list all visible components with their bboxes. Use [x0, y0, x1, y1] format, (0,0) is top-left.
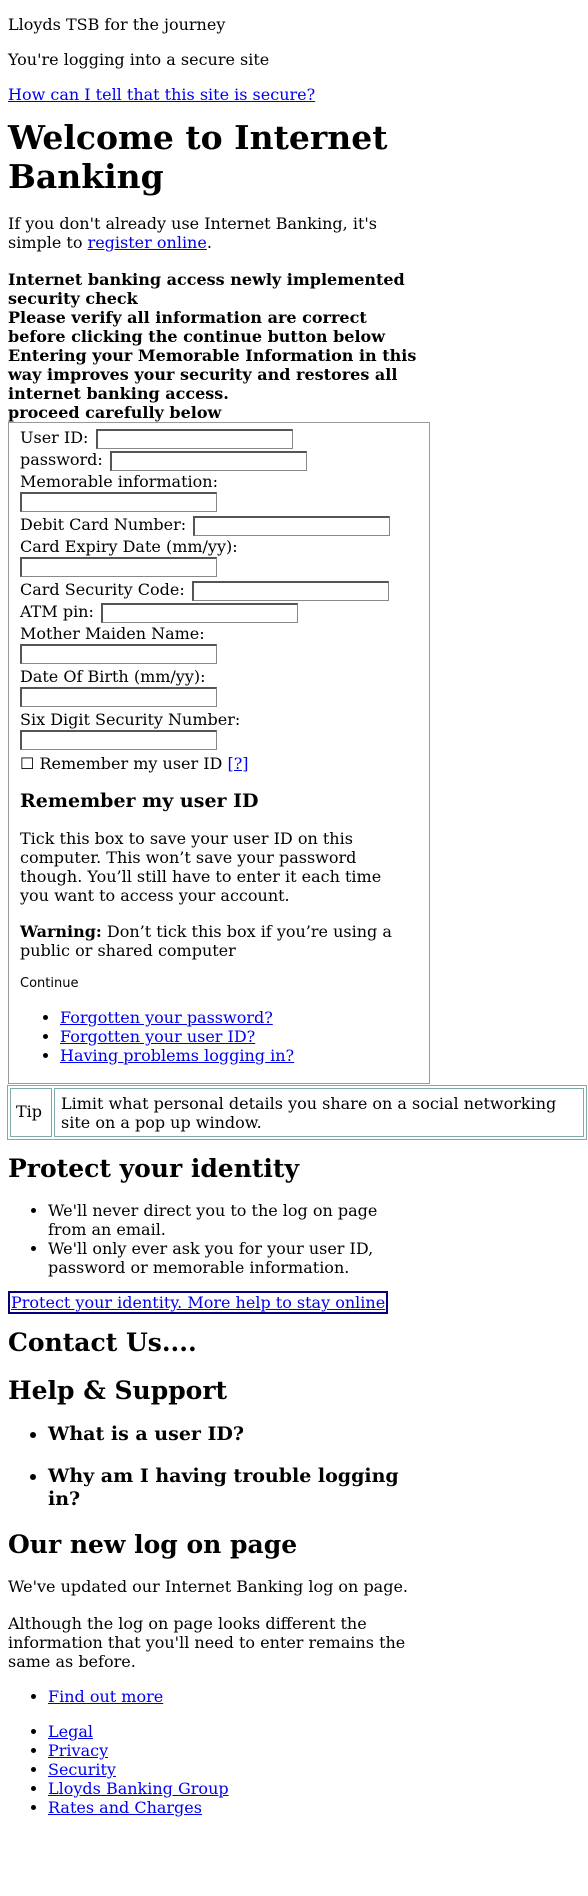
- list-item: [48, 1741, 580, 1760]
- warning-body: Don’t tick this box if you’re using a public or shared computer: [20, 922, 392, 960]
- login-help-links: [20, 1008, 418, 1065]
- tip-label: Tip: [10, 1088, 52, 1137]
- new-log-on-heading: Our new log on page: [8, 1530, 298, 1559]
- find-more-list: [8, 1687, 580, 1706]
- atm-pin-row: [20, 602, 418, 624]
- forgot-user-id-link[interactable]: Forgotten your user ID?: [60, 1027, 256, 1046]
- footer-link-rates-and-charges[interactable]: Rates and Charges: [48, 1798, 202, 1817]
- maiden-name-label: Mother Maiden Name:: [20, 624, 205, 643]
- list-item: [48, 1687, 580, 1706]
- notice-line: Internet banking access newly implemented security check: [8, 270, 405, 308]
- dob-row: [20, 667, 418, 707]
- remember-help-link[interactable]: [?]: [227, 754, 249, 773]
- find-out-more-link[interactable]: Find out more: [48, 1687, 164, 1706]
- protect-heading: Protect your identity: [8, 1154, 300, 1183]
- secure-site-link[interactable]: How can I tell that this site is secure?: [8, 85, 316, 104]
- contact-heading: Contact Us....: [8, 1328, 197, 1357]
- tip-text: Limit what personal details you share on a social networking site on a pop up window.: [54, 1088, 584, 1137]
- memorable-row: [20, 472, 418, 512]
- new-log-on-text: We've updated our Internet Banking log on page.: [8, 1577, 409, 1596]
- page: [0, 15, 588, 1817]
- register-online-link[interactable]: register online: [87, 233, 207, 252]
- continue-button[interactable]: Continue: [20, 976, 79, 991]
- intro-text: [8, 214, 418, 252]
- warning-text: [20, 922, 400, 960]
- help-list: [8, 1423, 580, 1511]
- user-id-label: User ID:: [20, 428, 89, 447]
- six-digit-input[interactable]: [20, 730, 217, 750]
- dob-input[interactable]: [20, 687, 217, 707]
- expiry-input[interactable]: [20, 557, 217, 577]
- security-notice: [8, 270, 428, 422]
- list-item: [60, 1046, 418, 1065]
- list-item: [48, 1760, 580, 1779]
- list-item: [60, 1008, 418, 1027]
- list-item: [48, 1779, 580, 1798]
- help-item-user-id[interactable]: • What is a user ID?: [48, 1423, 408, 1446]
- footer-link-security[interactable]: Security: [48, 1760, 116, 1779]
- problems-logging-in-link[interactable]: Having problems logging in?: [60, 1046, 295, 1065]
- six-digit-row: [20, 710, 418, 750]
- notice-line: proceed carefully below: [8, 403, 222, 422]
- remember-row: [20, 754, 418, 773]
- remember-help-text: Tick this box to save your user ID on this computer. This won’t save your password though. You’ll still have to enter it each time you want to access your account.: [20, 829, 382, 905]
- secure-notice: You're logging into a secure site: [8, 50, 270, 69]
- intro-prefix: If you don't already use Internet Banking, it's simple to: [8, 214, 377, 252]
- tagline: Lloyds TSB for the journey: [8, 15, 226, 34]
- maiden-name-row: [20, 624, 418, 664]
- password-input[interactable]: [110, 451, 307, 471]
- atm-pin-label: ATM pin:: [20, 602, 94, 621]
- notice-line: Entering your Memorable Information in this way improves your security and restores all internet banking access.: [8, 346, 417, 403]
- password-label: password:: [20, 450, 103, 469]
- footer-links: [8, 1722, 580, 1817]
- user-id-row: [20, 428, 418, 450]
- list-item: [60, 1027, 418, 1046]
- login-form: [8, 422, 430, 1084]
- remember-label: Remember my user ID: [39, 754, 223, 773]
- list-item: • We'll only ever ask you for your user ID, password or memorable information.: [48, 1239, 398, 1277]
- atm-pin-input[interactable]: [101, 603, 298, 623]
- footer-link-privacy[interactable]: Privacy: [48, 1741, 109, 1760]
- debit-card-input[interactable]: [193, 516, 390, 536]
- expiry-label: Card Expiry Date (mm/yy):: [20, 537, 238, 556]
- six-digit-label: Six Digit Security Number:: [20, 710, 241, 729]
- list-item: [48, 1798, 580, 1817]
- footer-link-legal[interactable]: Legal: [48, 1722, 93, 1741]
- protect-list: [8, 1201, 398, 1277]
- page-title: Welcome to Internet Banking: [8, 118, 388, 196]
- warning-label: Warning:: [20, 922, 102, 941]
- help-heading: Help & Support: [8, 1376, 228, 1405]
- protect-identity-link[interactable]: Protect your identity. More help to stay online: [8, 1291, 388, 1314]
- user-id-input[interactable]: [96, 429, 293, 449]
- intro-suffix: .: [206, 233, 212, 252]
- help-item-trouble-logging[interactable]: • Why am I having trouble logging in?: [48, 1465, 408, 1511]
- maiden-name-input[interactable]: [20, 644, 217, 664]
- remember-checkbox[interactable]: ☐: [20, 754, 35, 773]
- remember-heading: Remember my user ID: [20, 790, 259, 812]
- new-log-on-detail: Although the log on page looks different the information that you'll need to enter remains the same as before.: [8, 1614, 406, 1671]
- debit-card-label: Debit Card Number:: [20, 515, 187, 534]
- expiry-row: [20, 537, 418, 577]
- forgot-password-link[interactable]: Forgotten your password?: [60, 1008, 273, 1027]
- security-code-row: [20, 580, 418, 602]
- footer-link-lloyds-banking-group[interactable]: Lloyds Banking Group: [48, 1779, 229, 1798]
- security-code-input[interactable]: [192, 581, 389, 601]
- list-item: [48, 1722, 580, 1741]
- tip-box: [7, 1085, 587, 1140]
- memorable-input[interactable]: [20, 492, 217, 512]
- list-item: • We'll never direct you to the log on page from an email.: [48, 1201, 398, 1239]
- memorable-label: Memorable information:: [20, 472, 218, 491]
- password-row: [20, 450, 418, 472]
- notice-line: Please verify all information are correct before clicking the continue button below: [8, 308, 385, 346]
- dob-label: Date Of Birth (mm/yy):: [20, 667, 206, 686]
- debit-card-row: [20, 515, 418, 537]
- security-code-label: Card Security Code:: [20, 580, 185, 599]
